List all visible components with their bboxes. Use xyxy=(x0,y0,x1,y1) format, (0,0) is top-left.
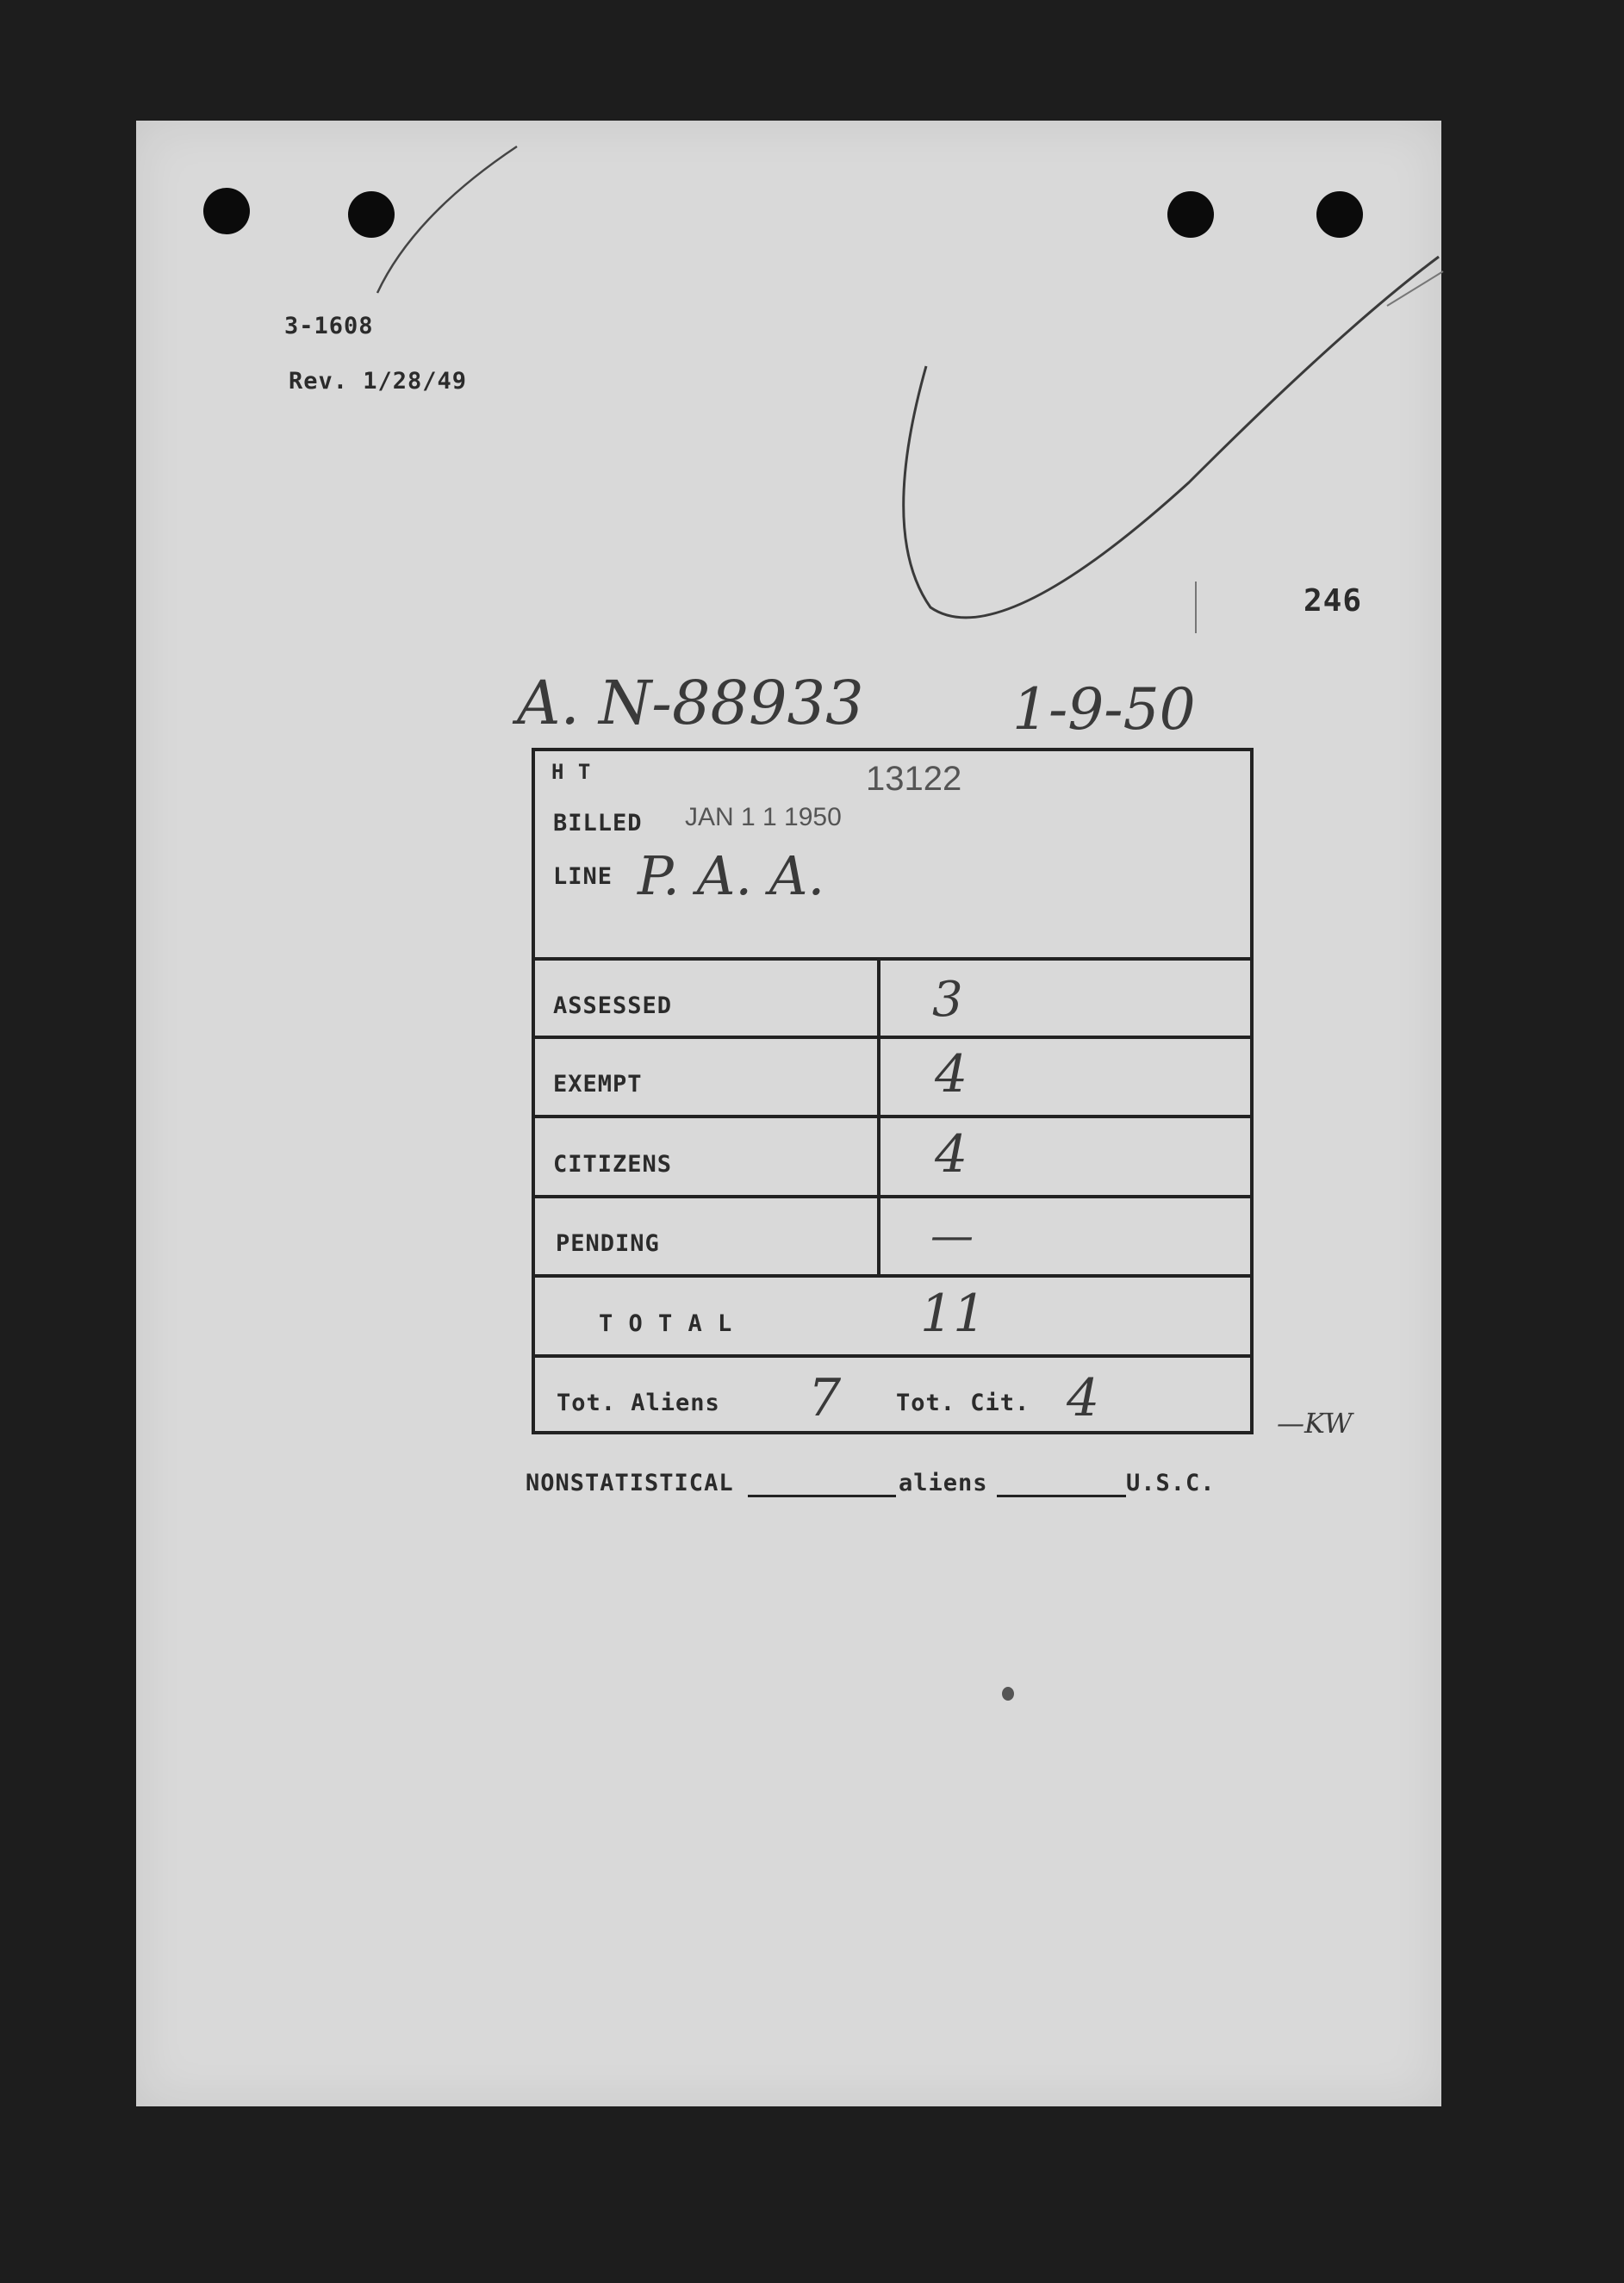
file-number: A. N-88933 xyxy=(517,668,864,738)
row-divider xyxy=(535,1354,1250,1358)
tot-cit-value: 4 xyxy=(1067,1368,1100,1428)
row-divider xyxy=(535,1115,1250,1118)
pending-label: PENDING xyxy=(556,1230,660,1257)
row-divider xyxy=(535,1036,1250,1039)
box-border-top xyxy=(532,748,1254,751)
line-label: LINE xyxy=(553,863,613,890)
ht-number: 13122 xyxy=(866,760,962,798)
ink-speck xyxy=(1002,1687,1014,1701)
total-value: 11 xyxy=(920,1284,986,1344)
box-border-bottom xyxy=(535,1431,1254,1434)
row-divider xyxy=(535,1195,1250,1198)
row-divider xyxy=(535,1274,1250,1278)
tot-aliens-value: 7 xyxy=(808,1368,842,1428)
page-number: 246 xyxy=(1304,583,1363,619)
exempt-value: 4 xyxy=(935,1044,968,1104)
aliens-label: aliens xyxy=(899,1470,988,1496)
assessed-value: 3 xyxy=(932,972,963,1028)
initials: —KW xyxy=(1277,1407,1353,1440)
handwritten-date: 1-9-50 xyxy=(1012,676,1196,743)
pen-stroke xyxy=(904,257,1439,618)
column-divider xyxy=(877,957,880,1278)
tot-cit-label: Tot. Cit. xyxy=(896,1390,1030,1416)
total-label: T O T A L xyxy=(599,1310,733,1337)
revision-date: Rev. 1/28/49 xyxy=(289,368,468,395)
billed-label: BILLED xyxy=(553,810,643,837)
pen-stroke xyxy=(377,146,517,293)
pending-value: — xyxy=(930,1210,974,1260)
ht-label: H T xyxy=(551,760,592,784)
usc-blank xyxy=(997,1495,1126,1497)
citizens-value: 4 xyxy=(935,1124,968,1185)
box-border-left xyxy=(532,748,535,1434)
nonstatistical-label: NONSTATISTICAL xyxy=(526,1470,734,1496)
citizens-label: CITIZENS xyxy=(553,1151,673,1178)
tot-aliens-label: Tot. Aliens xyxy=(557,1390,720,1416)
box-border-right xyxy=(1250,748,1254,1434)
row-divider xyxy=(535,957,1250,961)
billed-date-stamp: JAN 1 1 1950 xyxy=(685,803,842,831)
usc-label: U.S.C. xyxy=(1126,1470,1216,1496)
form-number: 3-1608 xyxy=(284,313,374,339)
assessed-label: ASSESSED xyxy=(553,992,673,1019)
exempt-label: EXEMPT xyxy=(553,1071,643,1098)
nonstatistical-blank xyxy=(748,1495,896,1497)
line-value: P. A. A. xyxy=(638,844,825,907)
